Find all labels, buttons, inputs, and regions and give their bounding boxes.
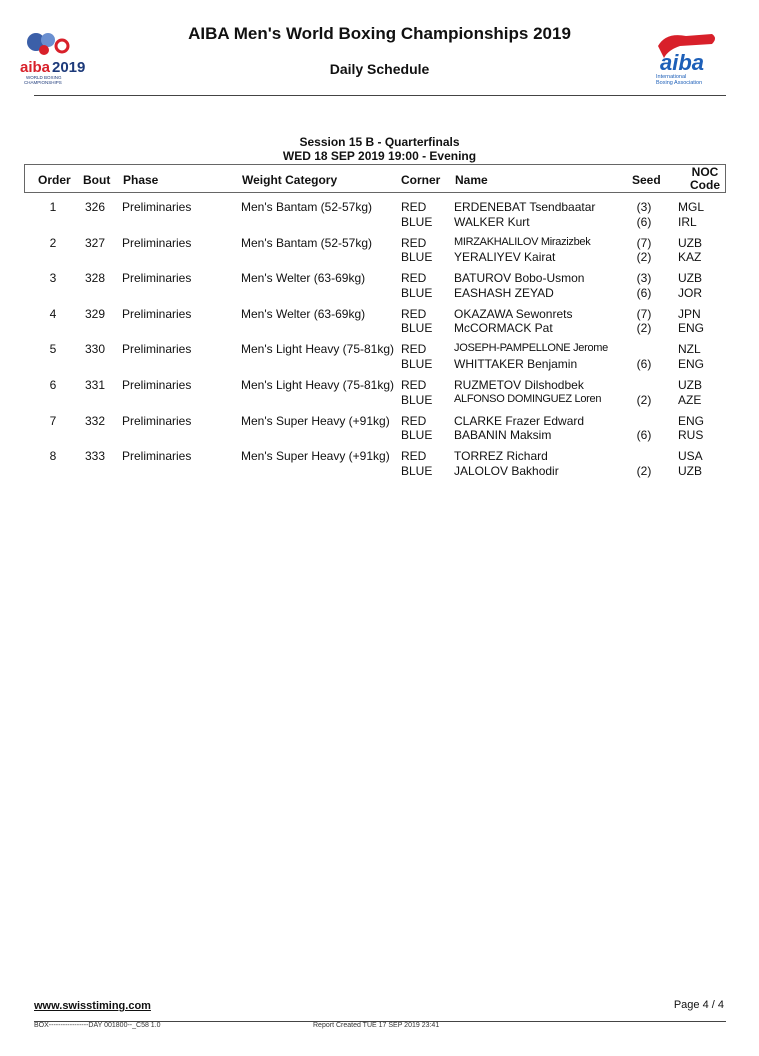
blue-seed: (2) bbox=[636, 250, 652, 265]
blue-corner-label: BLUE bbox=[401, 214, 433, 229]
weight-category-cell: Men's Light Heavy (75-81kg) bbox=[241, 378, 395, 392]
swisstiming-link[interactable]: www.swisstiming.com bbox=[34, 1000, 151, 1012]
red-noc-code: UZB bbox=[678, 378, 702, 392]
red-corner-label: RED bbox=[401, 271, 427, 286]
phase-cell: Preliminaries bbox=[122, 200, 192, 214]
red-noc-code: JPN bbox=[678, 306, 701, 321]
phase-cell: Preliminaries bbox=[122, 413, 192, 428]
blue-boxer-name: JALOLOV Bakhodir bbox=[454, 463, 559, 478]
blue-corner-label: BLUE bbox=[401, 321, 433, 336]
red-corner-label: RED bbox=[401, 200, 427, 214]
blue-noc-code: JOR bbox=[678, 285, 702, 300]
svg-text:Boxing Association: Boxing Association bbox=[656, 80, 703, 86]
weight-category-cell: Men's Super Heavy (+91kg) bbox=[241, 449, 390, 464]
order-cell: 6 bbox=[49, 378, 57, 392]
document-subtitle: Daily Schedule bbox=[329, 61, 430, 77]
blue-noc-code: KAZ bbox=[678, 250, 702, 265]
red-boxer-name: RUZMETOV Dilshodbek bbox=[454, 378, 584, 392]
blue-boxer-name: YERALIYEV Kairat bbox=[454, 250, 556, 265]
column-bout: Bout bbox=[83, 173, 111, 187]
red-seed: (7) bbox=[636, 306, 652, 321]
order-cell: 4 bbox=[49, 306, 57, 321]
order-cell: 5 bbox=[49, 342, 57, 357]
bout-cell: 330 bbox=[85, 342, 106, 357]
red-boxer-name: MIRZAKHALILOV Mirazizbek bbox=[454, 235, 591, 248]
blue-boxer-name: WALKER Kurt bbox=[454, 214, 530, 229]
column-weight-category: Weight Category bbox=[242, 173, 338, 187]
red-boxer-name: CLARKE Frazer Edward bbox=[454, 413, 585, 428]
bout-cell: 328 bbox=[85, 271, 106, 286]
column-name: Name bbox=[455, 173, 488, 187]
bout-cell: 331 bbox=[85, 378, 106, 392]
weight-category-cell: Men's Super Heavy (+91kg) bbox=[241, 413, 390, 428]
weight-category-cell: Men's Light Heavy (75-81kg) bbox=[241, 342, 395, 357]
report-created: Report Created TUE 17 SEP 2019 23:41 bbox=[313, 1022, 440, 1029]
blue-boxer-name: EASHASH ZEYAD bbox=[454, 285, 554, 300]
column-seed: Seed bbox=[632, 173, 661, 187]
column-order: Order bbox=[38, 173, 71, 187]
blue-boxer-name: ALFONSO DOMINGUEZ Loren bbox=[454, 392, 602, 405]
phase-cell: Preliminaries bbox=[122, 449, 192, 464]
blue-seed: (2) bbox=[636, 463, 652, 478]
session-datetime: WED 18 SEP 2019 19:00 - Evening bbox=[282, 149, 477, 163]
bout-cell: 329 bbox=[85, 306, 106, 321]
red-noc-code: UZB bbox=[678, 235, 702, 250]
order-cell: 2 bbox=[49, 235, 57, 250]
red-noc-code: USA bbox=[678, 449, 703, 464]
phase-cell: Preliminaries bbox=[122, 342, 192, 357]
blue-boxer-name: BABANIN Maksim bbox=[454, 428, 552, 443]
blue-corner-label: BLUE bbox=[401, 392, 433, 407]
document-title: AIBA Men's World Boxing Championships 2019 bbox=[188, 24, 571, 43]
red-boxer-name: ERDENEBAT Tsendbaatar bbox=[454, 200, 596, 214]
blue-noc-code: UZB bbox=[678, 463, 702, 478]
red-corner-label: RED bbox=[401, 413, 427, 428]
red-seed: (3) bbox=[636, 271, 652, 286]
session-heading bbox=[0, 135, 759, 163]
table-header bbox=[24, 164, 726, 193]
red-boxer-name: OKAZAWA Sewonrets bbox=[454, 306, 573, 321]
order-cell: 3 bbox=[49, 271, 57, 286]
red-noc-code: ENG bbox=[678, 413, 705, 428]
red-boxer-name: JOSEPH-PAMPELLONE Jerome bbox=[454, 342, 608, 355]
weight-category-cell: Men's Welter (63-69kg) bbox=[241, 271, 366, 286]
phase-cell: Preliminaries bbox=[122, 271, 192, 286]
red-corner-label: RED bbox=[401, 342, 427, 357]
report-code: BOX-----------------DAY 001800--_C58 1.0 bbox=[34, 1022, 161, 1029]
order-cell: 1 bbox=[49, 200, 57, 214]
blue-seed: (6) bbox=[636, 214, 652, 229]
red-noc-code: NZL bbox=[678, 342, 701, 357]
red-noc-code: MGL bbox=[678, 200, 705, 214]
order-cell: 7 bbox=[49, 413, 57, 428]
svg-text:aiba: aiba bbox=[20, 59, 51, 76]
blue-corner-label: BLUE bbox=[401, 285, 433, 300]
svg-text:aiba: aiba bbox=[660, 50, 705, 75]
svg-text:2019: 2019 bbox=[52, 59, 86, 76]
blue-seed: (6) bbox=[636, 285, 652, 300]
red-seed: (7) bbox=[636, 235, 652, 250]
column-noc-code: NOC Code bbox=[690, 165, 720, 192]
blue-corner-label: BLUE bbox=[401, 250, 433, 265]
blue-noc-code: RUS bbox=[678, 428, 704, 443]
bout-cell: 326 bbox=[85, 200, 106, 214]
bout-cell: 332 bbox=[85, 413, 106, 428]
blue-corner-label: BLUE bbox=[401, 356, 433, 371]
blue-noc-code: IRL bbox=[678, 214, 697, 229]
svg-text:WORLD BOXING: WORLD BOXING bbox=[26, 75, 62, 80]
order-cell: 8 bbox=[49, 449, 57, 464]
blue-seed: (6) bbox=[636, 356, 652, 371]
weight-category-cell: Men's Welter (63-69kg) bbox=[241, 306, 366, 321]
blue-corner-label: BLUE bbox=[401, 463, 433, 478]
blue-noc-code: ENG bbox=[678, 321, 705, 336]
red-seed: (3) bbox=[636, 200, 652, 214]
red-corner-label: RED bbox=[401, 235, 427, 250]
header-divider bbox=[34, 95, 726, 96]
bout-cell: 333 bbox=[85, 449, 106, 464]
blue-seed: (6) bbox=[636, 428, 652, 443]
blue-boxer-name: WHITTAKER Benjamin bbox=[454, 356, 578, 371]
blue-noc-code: ENG bbox=[678, 356, 705, 371]
phase-cell: Preliminaries bbox=[122, 235, 192, 250]
red-corner-label: RED bbox=[401, 449, 427, 464]
column-phase: Phase bbox=[123, 173, 159, 187]
page-number: Page 4 / 4 bbox=[673, 999, 724, 1011]
red-boxer-name: TORREZ Richard bbox=[454, 449, 548, 464]
blue-noc-code: AZE bbox=[678, 392, 702, 407]
svg-text:International: International bbox=[656, 74, 687, 80]
aiba-logo bbox=[646, 24, 720, 90]
red-boxer-name: BATUROV Bobo-Usmon bbox=[454, 271, 585, 286]
red-corner-label: RED bbox=[401, 378, 427, 392]
red-corner-label: RED bbox=[401, 306, 427, 321]
blue-corner-label: BLUE bbox=[401, 428, 433, 443]
phase-cell: Preliminaries bbox=[122, 306, 192, 321]
bout-cell: 327 bbox=[85, 235, 106, 250]
blue-seed: (2) bbox=[636, 321, 652, 336]
weight-category-cell: Men's Bantam (52-57kg) bbox=[241, 200, 373, 214]
blue-boxer-name: McCORMACK Pat bbox=[454, 321, 553, 336]
phase-cell: Preliminaries bbox=[122, 378, 192, 392]
weight-category-cell: Men's Bantam (52-57kg) bbox=[241, 235, 373, 250]
column-corner: Corner bbox=[401, 173, 441, 187]
red-noc-code: UZB bbox=[678, 271, 702, 286]
session-name: Session 15 B - Quarterfinals bbox=[299, 135, 460, 149]
svg-text:CHAMPIONSHIPS: CHAMPIONSHIPS bbox=[24, 80, 62, 85]
blue-seed: (2) bbox=[636, 392, 652, 407]
